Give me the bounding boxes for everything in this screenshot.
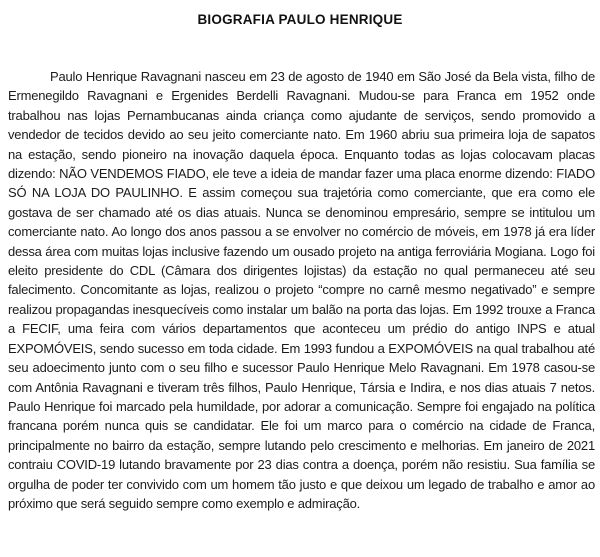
biography-paragraph: Paulo Henrique Ravagnani nasceu em 23 de agosto de 1940 em São José da Bela vista, filho de Ermenegildo Ravagnani e Ergenides Berdelli Ravagnani. Mudou-se para Franca em 1952 onde trabalhou nas lojas Pernambucanas ainda criança como ajudante de serviços, sendo promovido a vendedor de tecidos devido ao seu jeito comerciante nato. Em 1960 abriu sua primeira loja de sapatos na estação, sendo pioneiro na inovação daquela época. Enquanto todas as lojas colocavam placas dizendo: NÃO VENDEMOS FIADO, ele teve a ideia de mandar fazer uma placa enorme dizendo: FIADO SÓ NA LOJA DO PAULINHO. E assim começou sua trajetória como comerciante, que era como ele gostava de ser chamado até os dias atuais. Nunca se denominou empresário, sempre se intitulou um comerciante nato. Ao longo dos anos passou a se envolver no comércio de móveis, em 1978 já era líder dessa área com muitas lojas inclusive fazendo um ousado projeto na antiga ferroviária Mogiana. Logo foi eleito presidente do CDL (Câmara dos dirigentes lojistas) da estação no qual permaneceu até seu falecimento. Concomitante as lojas, realizou o projeto “compre no carnê mesmo negativado” e sempre realizou propagandas inesquecíveis como instalar um balão na porta das lojas. Em 1992 trouxe a Franca a FECIF, uma feira com vários departamentos que aconteceu um prédio do antigo INPS e atual EXPOMÓVEIS, sendo sucesso em toda cidade. Em 1993 fundou a EXPOMÓVEIS na qual trabalhou até seu adoecimento junto com o seu filho e sucessor Paulo Henrique Melo Ravagnani. Em 1978 casou-se com Antônia Ravagnani e tiveram três filhos, Paulo Henrique, Társia e Indira, e nos dias atuais 7 netos. Paulo Henrique foi marcado pela humildade, por adorar a comunicação. Sempre foi engajado na política francana porém nunca quis se candidatar. Ele foi um marco para o comércio na cidade de Franca, principalmente no bairro da estação, sempre lutando pelo crescimento e melhorias. Em janeiro de 2021 contraiu COVID-19 lutando bravamente por 23 dias contra a doença, porém não resistiu. Sua família se orgulha de poder ter convivido com um homem tão justo e que deixou um legado de trabalho e amor ao próximo que será seguido sempre como exemplo e admiração. (8, 69, 595, 511)
document-title: BIOGRAFIA PAULO HENRIQUE (197, 12, 403, 27)
document-body (0, 67, 600, 513)
